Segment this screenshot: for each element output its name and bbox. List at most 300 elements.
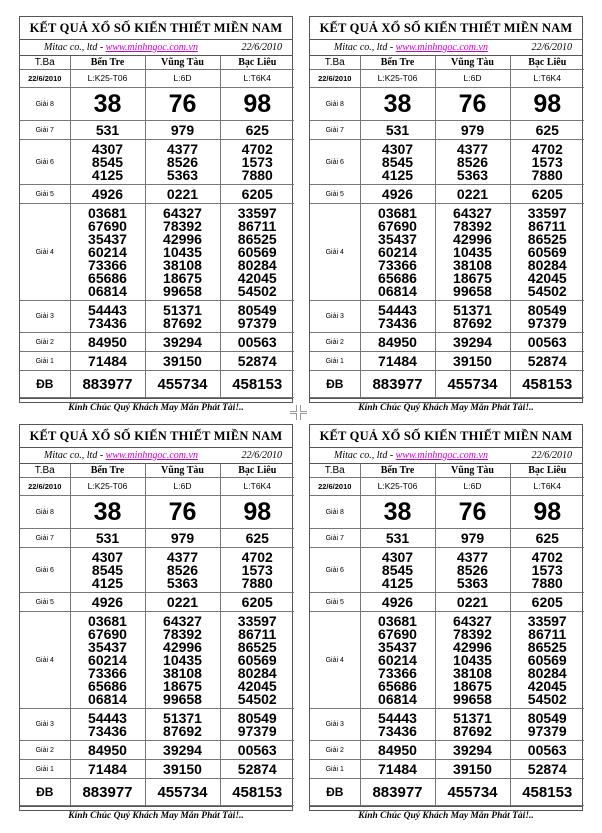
prize-number: 87692 (163, 314, 202, 331)
prize-number: 60569 (527, 651, 567, 668)
prize-numbers (510, 352, 584, 371)
prize-number: 38108 (163, 256, 202, 273)
prize-number: 8526 (456, 561, 489, 578)
prize-number: 35437 (378, 230, 417, 247)
prize-label: Giải 8 (20, 88, 70, 121)
prize-label: Giải 7 (310, 529, 360, 548)
prize-numbers (360, 121, 435, 140)
prize-numbers (70, 760, 145, 779)
prize-numbers (220, 204, 294, 301)
prize-number: 51371 (453, 709, 492, 726)
prize-number: 4307 (91, 140, 124, 157)
province-header-row (20, 56, 294, 70)
prize-numbers (70, 529, 145, 548)
prize-number: 39150 (453, 760, 492, 777)
prize-number: 78392 (163, 625, 202, 642)
prize-number: 54502 (237, 282, 277, 299)
prize-number: 80549 (237, 301, 277, 318)
prize-label: Giải 3 (20, 301, 70, 333)
prize-numbers (70, 185, 145, 204)
prize-label: Giải 1 (20, 760, 70, 779)
prize-label: Giải 1 (20, 352, 70, 371)
prize-number: 625 (535, 121, 559, 138)
prize-number: 883977 (372, 375, 423, 393)
province-name: Bến Tre (70, 464, 145, 478)
prize-row-g6 (310, 140, 584, 185)
prize-numbers (70, 371, 145, 398)
prize-number: 7880 (241, 574, 273, 591)
prize-numbers (220, 352, 294, 371)
prize-number: 0221 (166, 185, 199, 202)
prize-number: 98 (243, 89, 272, 118)
prize-number: 67690 (88, 217, 127, 234)
prize-number: 73366 (88, 664, 127, 681)
prize-number: 60569 (527, 243, 567, 260)
ticket-code-row (310, 70, 584, 88)
prize-number: 73436 (378, 722, 417, 739)
prize-numbers (510, 741, 584, 760)
prize-number: 0221 (456, 593, 489, 610)
province-name: Bến Tre (360, 464, 435, 478)
prize-numbers (510, 204, 584, 301)
prize-label: Giải 4 (20, 204, 70, 301)
prize-label: Giải 2 (20, 333, 70, 352)
prize-number: 4377 (166, 140, 199, 157)
prize-row-g3 (20, 709, 294, 741)
prize-label: Giải 7 (20, 121, 70, 140)
prize-number: 42996 (453, 638, 492, 655)
prize-numbers (360, 779, 435, 806)
prize-number: 52874 (237, 352, 277, 369)
prize-number: 18675 (163, 677, 202, 694)
prize-numbers (145, 140, 220, 185)
prize-numbers (145, 760, 220, 779)
prize-numbers (360, 301, 435, 333)
prize-number: 33597 (237, 612, 277, 629)
prize-number: 4307 (91, 548, 124, 565)
prize-number: 73436 (378, 314, 417, 331)
prize-number: 73366 (378, 256, 417, 273)
crop-mark (290, 405, 297, 412)
prize-number: 60569 (237, 651, 277, 668)
prize-numbers (510, 529, 584, 548)
prize-numbers (145, 612, 220, 709)
province-name: Vũng Tàu (145, 464, 220, 478)
prize-number: 39294 (453, 741, 492, 758)
prize-number: 54443 (378, 301, 417, 318)
prize-label: Giải 5 (310, 185, 360, 204)
prize-number: 5363 (166, 166, 199, 183)
prize-numbers (70, 709, 145, 741)
ticket-code: L:K25-T06 (360, 478, 435, 496)
prize-number: 38 (93, 497, 122, 526)
prize-number: 4377 (456, 548, 489, 565)
draw-date: 22/6/2010 (531, 42, 572, 53)
prize-numbers (510, 760, 584, 779)
ticket-code: L:K25-T06 (70, 478, 145, 496)
prize-row-special (310, 371, 584, 398)
prize-number: 6205 (241, 593, 273, 610)
prize-numbers (145, 88, 220, 121)
prize-number: 03681 (88, 204, 127, 221)
prize-number: 1573 (241, 153, 273, 170)
prize-number: 00563 (527, 333, 567, 350)
draw-date: 22/6/2010 (531, 450, 572, 461)
prize-number: 78392 (163, 217, 202, 234)
prize-numbers (70, 301, 145, 333)
prize-number: 458153 (522, 375, 573, 393)
website-link[interactable]: www.minhngoc.com.vn (395, 42, 488, 53)
prize-number: 64327 (453, 204, 492, 221)
prize-numbers (220, 741, 294, 760)
prize-numbers (510, 612, 584, 709)
prize-numbers (145, 301, 220, 333)
prize-number: 52874 (527, 352, 567, 369)
prize-number: 38 (383, 497, 412, 526)
prize-numbers (360, 140, 435, 185)
prize-number: 4702 (241, 140, 273, 157)
prize-row-g6 (310, 548, 584, 593)
prize-label: Giải 7 (310, 121, 360, 140)
lottery-ticket-top-left (19, 16, 293, 413)
prize-number: 458153 (232, 783, 283, 801)
prize-numbers (220, 121, 294, 140)
prize-number: 42996 (453, 230, 492, 247)
province-name: Vũng Tàu (435, 56, 510, 70)
prize-row-g2 (20, 333, 294, 352)
prize-numbers (510, 496, 584, 529)
prize-number: 35437 (378, 638, 417, 655)
prize-row-g1 (310, 760, 584, 779)
prize-number: 86711 (238, 217, 277, 234)
ticket-code-row (310, 478, 584, 496)
ticket-code: L:T6K4 (510, 70, 584, 88)
results-table (20, 56, 294, 398)
prize-number: 87692 (163, 722, 202, 739)
prize-number: 86711 (238, 625, 277, 642)
prize-numbers (70, 204, 145, 301)
prize-number: 65686 (88, 677, 127, 694)
prize-number: 531 (385, 121, 410, 138)
prize-number: 51371 (163, 301, 202, 318)
results-table (310, 464, 584, 806)
prize-numbers (435, 529, 510, 548)
prize-numbers (145, 371, 220, 398)
prize-numbers (435, 301, 510, 333)
prize-number: 35437 (88, 638, 127, 655)
prize-numbers (435, 760, 510, 779)
prize-numbers (220, 612, 294, 709)
prize-number: 4125 (381, 574, 414, 591)
prize-numbers (435, 204, 510, 301)
prize-number: 86525 (527, 230, 567, 247)
prize-label: Giải 5 (310, 593, 360, 612)
prize-number: 73366 (88, 256, 127, 273)
prize-numbers (510, 121, 584, 140)
prize-number: 71484 (378, 760, 417, 777)
prize-number: 455734 (447, 375, 498, 393)
prize-number: 99658 (453, 282, 492, 299)
prize-numbers (360, 333, 435, 352)
prize-number: 8545 (381, 561, 414, 578)
prize-label: ĐB (310, 371, 360, 398)
company-line (334, 40, 488, 55)
prize-numbers (145, 709, 220, 741)
prize-number: 458153 (522, 783, 573, 801)
prize-number: 97379 (527, 314, 567, 331)
prize-row-g4 (310, 612, 584, 709)
prize-number: 1573 (531, 153, 563, 170)
ticket-footer: Kính Chúc Quý Khách May Mắn Phát Tài!.. (20, 398, 292, 418)
day-label: T.Ba (20, 56, 70, 70)
prize-number: 42996 (163, 230, 202, 247)
prize-label: Giải 5 (20, 185, 70, 204)
prize-row-g6 (20, 140, 294, 185)
prize-number: 97379 (527, 722, 567, 739)
prize-label: Giải 8 (20, 496, 70, 529)
prize-number: 7880 (531, 166, 563, 183)
prize-numbers (145, 185, 220, 204)
prize-number: 6205 (531, 593, 563, 610)
ticket-code: L:6D (435, 70, 510, 88)
prize-number: 60569 (237, 243, 277, 260)
prize-number: 67690 (88, 625, 127, 642)
prize-number: 06814 (378, 282, 417, 299)
station-date: 22/6/2010 (20, 478, 70, 496)
prize-number: 18675 (453, 677, 492, 694)
lottery-ticket-bottom-left (19, 424, 293, 821)
prize-row-g2 (310, 333, 584, 352)
prize-row-g4 (20, 612, 294, 709)
prize-numbers (360, 204, 435, 301)
prize-number: 51371 (163, 709, 202, 726)
prize-numbers (220, 779, 294, 806)
prize-row-g5 (20, 185, 294, 204)
prize-numbers (145, 121, 220, 140)
prize-number: 4926 (381, 185, 414, 202)
prize-numbers (360, 496, 435, 529)
prize-label: Giải 8 (310, 88, 360, 121)
prize-number: 5363 (456, 574, 489, 591)
prize-numbers (220, 88, 294, 121)
ticket-subheader (20, 448, 292, 464)
results-table (310, 56, 584, 398)
station-date: 22/6/2010 (310, 70, 360, 88)
prize-number: 33597 (527, 612, 567, 629)
prize-label: Giải 2 (20, 741, 70, 760)
ticket-code: L:6D (435, 478, 510, 496)
prize-numbers (360, 709, 435, 741)
ticket-code-row (20, 478, 294, 496)
prize-number: 86711 (528, 217, 567, 234)
prize-numbers (360, 185, 435, 204)
lottery-ticket-bottom-right (309, 424, 583, 821)
prize-number: 03681 (378, 204, 417, 221)
prize-numbers (510, 140, 584, 185)
prize-number: 10435 (163, 651, 202, 668)
prize-number: 8545 (91, 561, 124, 578)
company-name: Mitac co., ltd - (334, 42, 394, 53)
prize-label: Giải 8 (310, 496, 360, 529)
ticket-code-row (20, 70, 294, 88)
prize-number: 73436 (88, 314, 127, 331)
prize-number: 98 (533, 497, 562, 526)
prize-number: 8545 (381, 153, 414, 170)
prize-label: Giải 3 (20, 709, 70, 741)
ticket-footer: Kính Chúc Quý Khách May Mắn Phát Tài!.. (310, 806, 582, 826)
prize-number: 80284 (237, 664, 277, 681)
prize-number: 39294 (453, 333, 492, 350)
prize-numbers (510, 185, 584, 204)
prize-number: 39294 (163, 741, 202, 758)
prize-number: 03681 (88, 612, 127, 629)
ticket-footer: Kính Chúc Quý Khách May Mắn Phát Tài!.. (20, 806, 292, 826)
prize-number: 5363 (456, 166, 489, 183)
website-link[interactable]: www.minhngoc.com.vn (395, 450, 488, 461)
prize-numbers (360, 88, 435, 121)
province-header-row (310, 56, 584, 70)
prize-number: 78392 (453, 625, 492, 642)
prize-number: 8545 (91, 153, 124, 170)
prize-numbers (360, 760, 435, 779)
prize-numbers (435, 371, 510, 398)
prize-number: 06814 (378, 690, 417, 707)
prize-numbers (145, 529, 220, 548)
prize-row-g7 (20, 529, 294, 548)
prize-number: 65686 (378, 269, 417, 286)
prize-number: 5363 (166, 574, 199, 591)
prize-number: 60214 (88, 651, 127, 668)
prize-number: 38108 (453, 664, 492, 681)
company-line (334, 448, 488, 463)
province-header-row (20, 464, 294, 478)
prize-numbers (145, 593, 220, 612)
prize-number: 4926 (91, 185, 124, 202)
prize-row-g1 (310, 352, 584, 371)
day-label: T.Ba (310, 464, 360, 478)
prize-row-g8 (310, 496, 584, 529)
ticket-code: L:T6K4 (220, 478, 294, 496)
prize-numbers (435, 185, 510, 204)
ticket-title: KẾT QUẢ XỔ SỐ KIẾN THIẾT MIỀN NAM (20, 17, 292, 40)
prize-numbers (145, 548, 220, 593)
prize-number: 67690 (378, 625, 417, 642)
prize-number: 06814 (88, 282, 127, 299)
prize-label: Giải 2 (310, 333, 360, 352)
prize-number: 54502 (237, 690, 277, 707)
prize-number: 4702 (531, 548, 563, 565)
prize-numbers (435, 140, 510, 185)
prize-number: 18675 (453, 269, 492, 286)
prize-numbers (145, 204, 220, 301)
prize-row-special (310, 779, 584, 806)
prize-label: ĐB (310, 779, 360, 806)
prize-label: ĐB (20, 779, 70, 806)
prize-row-g3 (310, 709, 584, 741)
ticket-code: L:6D (145, 70, 220, 88)
prize-number: 4377 (166, 548, 199, 565)
prize-numbers (435, 709, 510, 741)
prize-number: 99658 (163, 690, 202, 707)
website-link[interactable]: www.minhngoc.com.vn (105, 450, 198, 461)
prize-numbers (220, 548, 294, 593)
province-name: Bạc Liêu (510, 464, 584, 478)
prize-number: 458153 (232, 375, 283, 393)
prize-number: 4926 (91, 593, 124, 610)
prize-label: Giải 6 (310, 548, 360, 593)
prize-number: 03681 (378, 612, 417, 629)
prize-label: Giải 2 (310, 741, 360, 760)
prize-number: 97379 (237, 314, 277, 331)
prize-number: 65686 (378, 677, 417, 694)
prize-number: 8526 (166, 153, 199, 170)
prize-numbers (510, 371, 584, 398)
prize-row-g2 (20, 741, 294, 760)
prize-number: 76 (168, 89, 197, 118)
prize-number: 455734 (447, 783, 498, 801)
prize-number: 33597 (237, 204, 277, 221)
prize-numbers (70, 333, 145, 352)
prize-number: 80284 (527, 664, 567, 681)
prize-numbers (435, 121, 510, 140)
prize-row-g1 (20, 352, 294, 371)
prize-numbers (220, 333, 294, 352)
prize-numbers (70, 496, 145, 529)
prize-number: 67690 (378, 217, 417, 234)
ticket-subheader (310, 40, 582, 56)
prize-numbers (70, 352, 145, 371)
crop-mark (290, 413, 297, 420)
prize-number: 65686 (88, 269, 127, 286)
prize-numbers (510, 593, 584, 612)
prize-number: 54443 (88, 709, 127, 726)
prize-number: 531 (385, 529, 410, 546)
prize-numbers (435, 593, 510, 612)
prize-number: 4125 (91, 574, 124, 591)
prize-label: Giải 4 (310, 204, 360, 301)
prize-number: 883977 (82, 783, 133, 801)
prize-number: 00563 (237, 741, 277, 758)
prize-number: 84950 (88, 333, 127, 350)
prize-numbers (70, 140, 145, 185)
prize-label: ĐB (20, 371, 70, 398)
prize-label: Giải 3 (310, 709, 360, 741)
prize-number: 52874 (237, 760, 277, 777)
station-date: 22/6/2010 (20, 70, 70, 88)
prize-numbers (510, 548, 584, 593)
website-link[interactable]: www.minhngoc.com.vn (105, 42, 198, 53)
prize-numbers (435, 612, 510, 709)
ticket-title: KẾT QUẢ XỔ SỐ KIẾN THIẾT MIỀN NAM (310, 425, 582, 448)
day-label: T.Ba (310, 56, 360, 70)
prize-number: 80549 (237, 709, 277, 726)
prize-label: Giải 7 (20, 529, 70, 548)
prize-row-g7 (310, 529, 584, 548)
prize-label: Giải 1 (310, 352, 360, 371)
prize-numbers (70, 548, 145, 593)
prize-number: 979 (460, 121, 485, 138)
prize-number: 4125 (91, 166, 124, 183)
prize-number: 06814 (88, 690, 127, 707)
prize-number: 00563 (527, 741, 567, 758)
prize-numbers (70, 593, 145, 612)
prize-numbers (360, 593, 435, 612)
prize-numbers (220, 371, 294, 398)
prize-number: 76 (458, 497, 487, 526)
prize-number: 8526 (166, 561, 199, 578)
prize-label: Giải 4 (310, 612, 360, 709)
prize-number: 455734 (157, 783, 208, 801)
